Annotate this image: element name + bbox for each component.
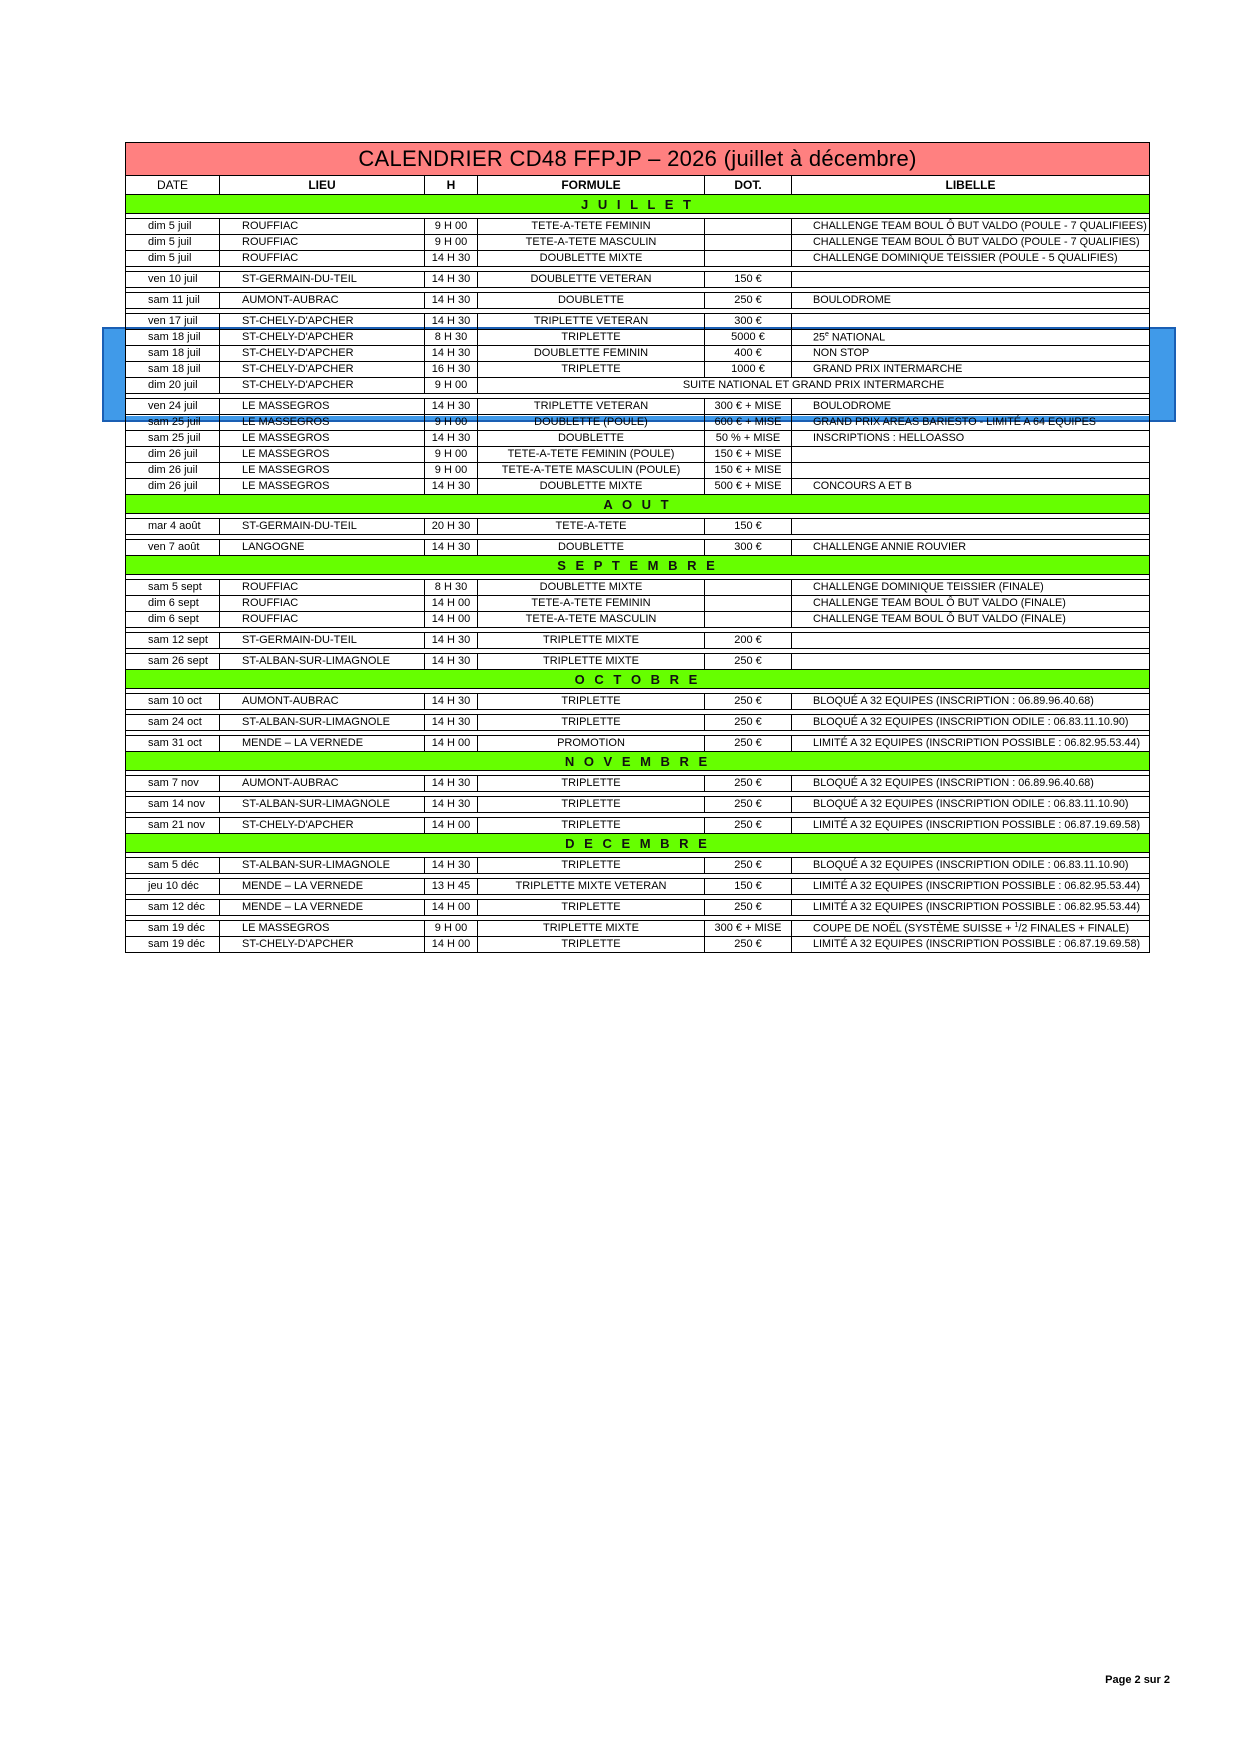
event-label-rest: /2 FINALES + FINALE)	[1018, 922, 1130, 935]
event-date: ven 7 août	[126, 540, 220, 556]
event-time: 14 H 30	[425, 715, 478, 731]
event-date: sam 18 juil	[126, 362, 220, 378]
event-prize: 300 € + MISE	[705, 921, 792, 937]
table-row	[126, 736, 1150, 752]
table-row	[126, 447, 1150, 463]
event-label	[792, 235, 1150, 251]
month-title: J U I L L E T	[126, 195, 1150, 214]
event-date: dim 6 sept	[126, 612, 220, 628]
table-row	[126, 519, 1150, 535]
event-label	[792, 399, 1150, 415]
event-time: 14 H 30	[425, 797, 478, 813]
event-location: ST-ALBAN-SUR-LIMAGNOLE	[220, 858, 425, 874]
table-row	[126, 797, 1150, 813]
event-location: ROUFFIAC	[220, 612, 425, 628]
event-prize	[705, 251, 792, 267]
event-label-rest: NATIONAL	[828, 331, 886, 344]
event-date: jeu 10 déc	[126, 879, 220, 895]
event-location: ST-CHELY-D'APCHER	[220, 346, 425, 362]
page-title: CALENDRIER CD48 FFPJP – 2026 (juillet à décembre)	[126, 143, 1150, 176]
event-format: TRIPLETTE	[478, 858, 705, 874]
event-label	[792, 879, 1150, 895]
event-label	[792, 479, 1150, 495]
event-date: dim 20 juil	[126, 378, 220, 394]
event-time: 9 H 00	[425, 235, 478, 251]
month-header	[126, 834, 1150, 853]
event-location: LE MASSEGROS	[220, 463, 425, 479]
event-format: TETE-A-TETE FEMININ	[478, 596, 705, 612]
event-prize: 250 €	[705, 937, 792, 953]
event-location: AUMONT-AUBRAC	[220, 776, 425, 792]
table-row	[126, 330, 1150, 346]
event-note: SUITE NATIONAL ET GRAND PRIX INTERMARCHE	[478, 378, 1150, 394]
event-label	[792, 346, 1150, 362]
event-format: TRIPLETTE	[478, 776, 705, 792]
event-time: 14 H 30	[425, 858, 478, 874]
event-location: ST-CHELY-D'APCHER	[220, 937, 425, 953]
event-format: TETE-A-TETE MASCULIN	[478, 235, 705, 251]
event-location: LANGOGNE	[220, 540, 425, 556]
table-row	[126, 463, 1150, 479]
event-format: TETE-A-TETE MASCULIN (POULE)	[478, 463, 705, 479]
event-label-text: NON STOP	[813, 347, 870, 360]
event-prize: 500 € + MISE	[705, 479, 792, 495]
event-location: ROUFFIAC	[220, 235, 425, 251]
event-format: TRIPLETTE	[478, 797, 705, 813]
event-location: MENDE – LA VERNEDE	[220, 736, 425, 752]
table-row	[126, 251, 1150, 267]
event-prize: 150 € + MISE	[705, 447, 792, 463]
event-label	[792, 937, 1150, 953]
event-label	[792, 362, 1150, 378]
event-format: TETE-A-TETE	[478, 519, 705, 535]
event-time: 20 H 30	[425, 519, 478, 535]
event-time: 9 H 00	[425, 415, 478, 431]
event-prize: 300 €	[705, 540, 792, 556]
event-prize: 250 €	[705, 776, 792, 792]
event-label-text: BLOQUÉ A 32 EQUIPES (INSCRIPTION ODILE : 06.83.11.10.90)	[813, 798, 1129, 811]
event-date: sam 5 sept	[126, 580, 220, 596]
event-label	[792, 463, 1150, 479]
event-label	[792, 314, 1150, 330]
event-date: sam 25 juil	[126, 415, 220, 431]
table-row	[126, 219, 1150, 235]
table-row	[126, 399, 1150, 415]
event-time: 14 H 00	[425, 937, 478, 953]
event-date: sam 11 juil	[126, 293, 220, 309]
event-date: sam 21 nov	[126, 818, 220, 834]
event-location: ST-CHELY-D'APCHER	[220, 818, 425, 834]
event-format: DOUBLETTE	[478, 293, 705, 309]
event-prize: 250 €	[705, 900, 792, 916]
event-prize: 600 € + MISE	[705, 415, 792, 431]
event-time: 16 H 30	[425, 362, 478, 378]
table-row	[126, 235, 1150, 251]
table-row	[126, 900, 1150, 916]
event-time: 14 H 30	[425, 272, 478, 288]
event-prize: 250 €	[705, 654, 792, 670]
header-row	[126, 176, 1150, 195]
event-location: ST-CHELY-D'APCHER	[220, 362, 425, 378]
event-location: AUMONT-AUBRAC	[220, 694, 425, 710]
event-label-text: BLOQUÉ A 32 EQUIPES (INSCRIPTION ODILE : 06.83.11.10.90)	[813, 716, 1129, 729]
col-header-date: DATE	[126, 176, 220, 195]
event-label-text: CONCOURS A ET B	[813, 480, 912, 493]
event-prize	[705, 235, 792, 251]
event-location: ST-CHELY-D'APCHER	[220, 314, 425, 330]
event-prize: 200 €	[705, 633, 792, 649]
event-prize: 400 €	[705, 346, 792, 362]
event-format: TRIPLETTE MIXTE	[478, 654, 705, 670]
event-date: sam 14 nov	[126, 797, 220, 813]
event-label-superscript: e	[825, 331, 829, 339]
event-format: PROMOTION	[478, 736, 705, 752]
event-time: 8 H 30	[425, 580, 478, 596]
event-location: LE MASSEGROS	[220, 921, 425, 937]
event-label	[792, 519, 1150, 535]
event-date: sam 18 juil	[126, 330, 220, 346]
event-location: MENDE – LA VERNEDE	[220, 900, 425, 916]
event-date: sam 5 déc	[126, 858, 220, 874]
event-format: DOUBLETTE FEMININ	[478, 346, 705, 362]
col-header-h: H	[425, 176, 478, 195]
event-time: 14 H 00	[425, 900, 478, 916]
month-title: O C T O B R E	[126, 670, 1150, 689]
event-prize	[705, 612, 792, 628]
col-header-dot: DOT.	[705, 176, 792, 195]
event-time: 14 H 00	[425, 612, 478, 628]
event-label-text: LIMITÉ A 32 EQUIPES (INSCRIPTION POSSIBLE : 06.87.19.69.58)	[813, 938, 1141, 951]
event-time: 14 H 30	[425, 251, 478, 267]
event-time: 14 H 00	[425, 818, 478, 834]
event-label	[792, 293, 1150, 309]
event-prize: 250 €	[705, 858, 792, 874]
table-row	[126, 879, 1150, 895]
event-label-text: CHALLENGE TEAM BOUL Ô BUT VALDO (FINALE)	[813, 613, 1066, 626]
event-prize: 300 €	[705, 314, 792, 330]
calendar-table	[125, 142, 1150, 953]
event-date: dim 26 juil	[126, 447, 220, 463]
event-time: 14 H 30	[425, 293, 478, 309]
event-format: TRIPLETTE VETERAN	[478, 399, 705, 415]
event-location: ST-ALBAN-SUR-LIMAGNOLE	[220, 797, 425, 813]
table-row	[126, 858, 1150, 874]
table-row	[126, 346, 1150, 362]
event-label	[792, 447, 1150, 463]
event-date: ven 17 juil	[126, 314, 220, 330]
event-label-text: BLOQUÉ A 32 EQUIPES (INSCRIPTION : 06.89.96.40.68)	[813, 777, 1094, 790]
event-date: sam 12 déc	[126, 900, 220, 916]
event-format: TRIPLETTE MIXTE	[478, 633, 705, 649]
event-date: sam 24 oct	[126, 715, 220, 731]
event-time: 14 H 30	[425, 633, 478, 649]
event-time: 8 H 30	[425, 330, 478, 346]
event-label-text: CHALLENGE ANNIE ROUVIER	[813, 541, 966, 554]
event-location: LE MASSEGROS	[220, 447, 425, 463]
event-date: sam 26 sept	[126, 654, 220, 670]
event-date: ven 10 juil	[126, 272, 220, 288]
event-label-text: CHALLENGE TEAM BOUL Ô BUT VALDO (FINALE)	[813, 597, 1066, 610]
event-label	[792, 330, 1150, 346]
event-prize	[705, 219, 792, 235]
event-time: 14 H 30	[425, 479, 478, 495]
event-label-text: LIMITÉ A 32 EQUIPES (INSCRIPTION POSSIBLE : 06.82.95.53.44)	[813, 901, 1141, 914]
month-header	[126, 495, 1150, 514]
event-format: DOUBLETTE	[478, 540, 705, 556]
event-label	[792, 540, 1150, 556]
month-title: A O U T	[126, 495, 1150, 514]
event-prize	[705, 596, 792, 612]
event-date: dim 5 juil	[126, 235, 220, 251]
event-location: ROUFFIAC	[220, 251, 425, 267]
table-row	[126, 612, 1150, 628]
event-label	[792, 654, 1150, 670]
event-location: MENDE – LA VERNEDE	[220, 879, 425, 895]
table-row	[126, 818, 1150, 834]
month-header	[126, 670, 1150, 689]
calendar-body	[126, 195, 1150, 953]
event-label	[792, 580, 1150, 596]
event-time: 14 H 30	[425, 654, 478, 670]
event-prize: 250 €	[705, 818, 792, 834]
event-location: ST-CHELY-D'APCHER	[220, 378, 425, 394]
event-time: 9 H 00	[425, 378, 478, 394]
event-label	[792, 715, 1150, 731]
month-header	[126, 195, 1150, 214]
event-time: 14 H 30	[425, 540, 478, 556]
event-date: dim 26 juil	[126, 463, 220, 479]
event-format: TRIPLETTE	[478, 715, 705, 731]
event-location: ST-GERMAIN-DU-TEIL	[220, 272, 425, 288]
event-label-text: LIMITÉ A 32 EQUIPES (INSCRIPTION POSSIBLE : 06.82.95.53.44)	[813, 737, 1141, 750]
event-time: 14 H 30	[425, 694, 478, 710]
event-prize: 250 €	[705, 293, 792, 309]
table-row	[126, 654, 1150, 670]
event-format: TRIPLETTE MIXTE VETERAN	[478, 879, 705, 895]
event-format: TETE-A-TETE FEMININ	[478, 219, 705, 235]
table-row	[126, 776, 1150, 792]
event-date: sam 18 juil	[126, 346, 220, 362]
event-time: 9 H 00	[425, 447, 478, 463]
event-label-text: CHALLENGE TEAM BOUL Ô BUT VALDO (POULE - 7 QUALIFIEES)	[813, 220, 1147, 233]
table-row	[126, 633, 1150, 649]
event-label	[792, 415, 1150, 431]
event-location: ST-ALBAN-SUR-LIMAGNOLE	[220, 654, 425, 670]
event-format: TRIPLETTE	[478, 330, 705, 346]
event-label	[792, 858, 1150, 874]
event-format: DOUBLETTE	[478, 431, 705, 447]
event-time: 13 H 45	[425, 879, 478, 895]
event-date: sam 10 oct	[126, 694, 220, 710]
event-label	[792, 818, 1150, 834]
event-format: TRIPLETTE	[478, 362, 705, 378]
event-date: sam 19 déc	[126, 937, 220, 953]
table-row	[126, 362, 1150, 378]
event-date: dim 5 juil	[126, 219, 220, 235]
event-time: 14 H 30	[425, 314, 478, 330]
table-row	[126, 540, 1150, 556]
table-row	[126, 479, 1150, 495]
event-time: 14 H 00	[425, 596, 478, 612]
table-row	[126, 272, 1150, 288]
event-prize: 50 % + MISE	[705, 431, 792, 447]
table-row	[126, 378, 1150, 394]
month-header	[126, 556, 1150, 575]
event-time: 14 H 30	[425, 399, 478, 415]
event-prize: 250 €	[705, 715, 792, 731]
event-location: ST-GERMAIN-DU-TEIL	[220, 633, 425, 649]
title-row	[126, 143, 1150, 176]
event-label	[792, 736, 1150, 752]
event-prize	[705, 580, 792, 596]
event-label	[792, 431, 1150, 447]
event-label	[792, 921, 1150, 937]
event-location: ROUFFIAC	[220, 596, 425, 612]
event-label-text: BLOQUÉ A 32 EQUIPES (INSCRIPTION : 06.89.96.40.68)	[813, 695, 1094, 708]
event-prize: 5000 €	[705, 330, 792, 346]
col-header-libelle: LIBELLE	[792, 176, 1150, 195]
event-format: DOUBLETTE MIXTE	[478, 479, 705, 495]
event-format: TRIPLETTE	[478, 694, 705, 710]
event-label	[792, 797, 1150, 813]
event-prize: 250 €	[705, 694, 792, 710]
event-date: sam 25 juil	[126, 431, 220, 447]
event-label	[792, 776, 1150, 792]
event-label-text: GRAND PRIX INTERMARCHE	[813, 363, 963, 376]
month-header	[126, 752, 1150, 771]
event-location: AUMONT-AUBRAC	[220, 293, 425, 309]
table-row	[126, 596, 1150, 612]
event-label	[792, 900, 1150, 916]
event-label-text: GRAND PRIX AREAS BARIESTO - LIMITÉ A 64 EQUIPES	[813, 416, 1097, 429]
table-row	[126, 580, 1150, 596]
event-label	[792, 612, 1150, 628]
event-time: 9 H 00	[425, 219, 478, 235]
event-date: dim 26 juil	[126, 479, 220, 495]
event-location: ROUFFIAC	[220, 580, 425, 596]
event-prize: 250 €	[705, 736, 792, 752]
event-location: ST-ALBAN-SUR-LIMAGNOLE	[220, 715, 425, 731]
page-number: Page 2 sur 2	[1105, 1674, 1170, 1686]
event-time: 14 H 30	[425, 431, 478, 447]
month-title: D E C E M B R E	[126, 834, 1150, 853]
event-label-text: CHALLENGE DOMINIQUE TEISSIER (FINALE)	[813, 581, 1044, 594]
event-date: sam 12 sept	[126, 633, 220, 649]
event-prize: 300 € + MISE	[705, 399, 792, 415]
event-label-text: 25	[813, 331, 826, 344]
month-title: S E P T E M B R E	[126, 556, 1150, 575]
event-label-text: LIMITÉ A 32 EQUIPES (INSCRIPTION POSSIBLE : 06.82.95.53.44)	[813, 880, 1141, 893]
event-format: TRIPLETTE	[478, 818, 705, 834]
event-format: TETE-A-TETE FEMININ (POULE)	[478, 447, 705, 463]
event-date: sam 19 déc	[126, 921, 220, 937]
event-time: 14 H 00	[425, 736, 478, 752]
table-row	[126, 715, 1150, 731]
event-format: TRIPLETTE MIXTE	[478, 921, 705, 937]
event-date: mar 4 août	[126, 519, 220, 535]
event-location: LE MASSEGROS	[220, 479, 425, 495]
event-format: TRIPLETTE	[478, 900, 705, 916]
event-format: DOUBLETTE MIXTE	[478, 580, 705, 596]
table-row	[126, 314, 1150, 330]
event-time: 14 H 30	[425, 346, 478, 362]
event-date: sam 7 nov	[126, 776, 220, 792]
event-location: LE MASSEGROS	[220, 431, 425, 447]
event-label-text: BOULODROME	[813, 400, 891, 413]
event-label-text: INSCRIPTIONS : HELLOASSO	[813, 432, 965, 445]
table-row	[126, 694, 1150, 710]
event-location: ST-CHELY-D'APCHER	[220, 330, 425, 346]
event-time: 9 H 00	[425, 921, 478, 937]
event-date: dim 5 juil	[126, 251, 220, 267]
event-prize: 150 €	[705, 519, 792, 535]
table-row	[126, 415, 1150, 431]
event-time: 9 H 00	[425, 463, 478, 479]
event-location: LE MASSEGROS	[220, 415, 425, 431]
event-location: ROUFFIAC	[220, 219, 425, 235]
event-date: dim 6 sept	[126, 596, 220, 612]
event-label	[792, 251, 1150, 267]
table-row	[126, 937, 1150, 953]
event-time: 14 H 30	[425, 776, 478, 792]
event-prize: 150 €	[705, 272, 792, 288]
table-row	[126, 921, 1150, 937]
event-date: ven 24 juil	[126, 399, 220, 415]
table-row	[126, 431, 1150, 447]
event-format: DOUBLETTE VETERAN	[478, 272, 705, 288]
event-label	[792, 219, 1150, 235]
event-location: LE MASSEGROS	[220, 399, 425, 415]
event-format: TRIPLETTE	[478, 937, 705, 953]
table-row	[126, 293, 1150, 309]
event-format: DOUBLETTE MIXTE	[478, 251, 705, 267]
event-prize: 150 € + MISE	[705, 463, 792, 479]
event-label	[792, 272, 1150, 288]
event-label	[792, 694, 1150, 710]
event-date: sam 31 oct	[126, 736, 220, 752]
event-label-text: COUPE DE NOËL (SYSTÈME SUISSE +	[813, 922, 1015, 935]
event-label-text: CHALLENGE DOMINIQUE TEISSIER (POULE - 5 QUALIFIES)	[813, 252, 1118, 265]
event-prize: 250 €	[705, 797, 792, 813]
event-label-text: BLOQUÉ A 32 EQUIPES (INSCRIPTION ODILE : 06.83.11.10.90)	[813, 859, 1129, 872]
event-format: TETE-A-TETE MASCULIN	[478, 612, 705, 628]
event-label	[792, 596, 1150, 612]
event-label-superscript: 1	[1014, 922, 1019, 930]
col-header-formule: FORMULE	[478, 176, 705, 195]
event-label-text: CHALLENGE TEAM BOUL Ô BUT VALDO (POULE - 7 QUALIFIES)	[813, 236, 1140, 249]
month-title: N O V E M B R E	[126, 752, 1150, 771]
event-prize: 1000 €	[705, 362, 792, 378]
event-format: TRIPLETTE VETERAN	[478, 314, 705, 330]
event-label-text: BOULODROME	[813, 294, 891, 307]
event-label-text: LIMITÉ A 32 EQUIPES (INSCRIPTION POSSIBLE : 06.87.19.69.58)	[813, 819, 1141, 832]
event-label	[792, 633, 1150, 649]
col-header-lieu: LIEU	[220, 176, 425, 195]
event-prize: 150 €	[705, 879, 792, 895]
event-format: DOUBLETTE (POULE)	[478, 415, 705, 431]
event-location: ST-GERMAIN-DU-TEIL	[220, 519, 425, 535]
